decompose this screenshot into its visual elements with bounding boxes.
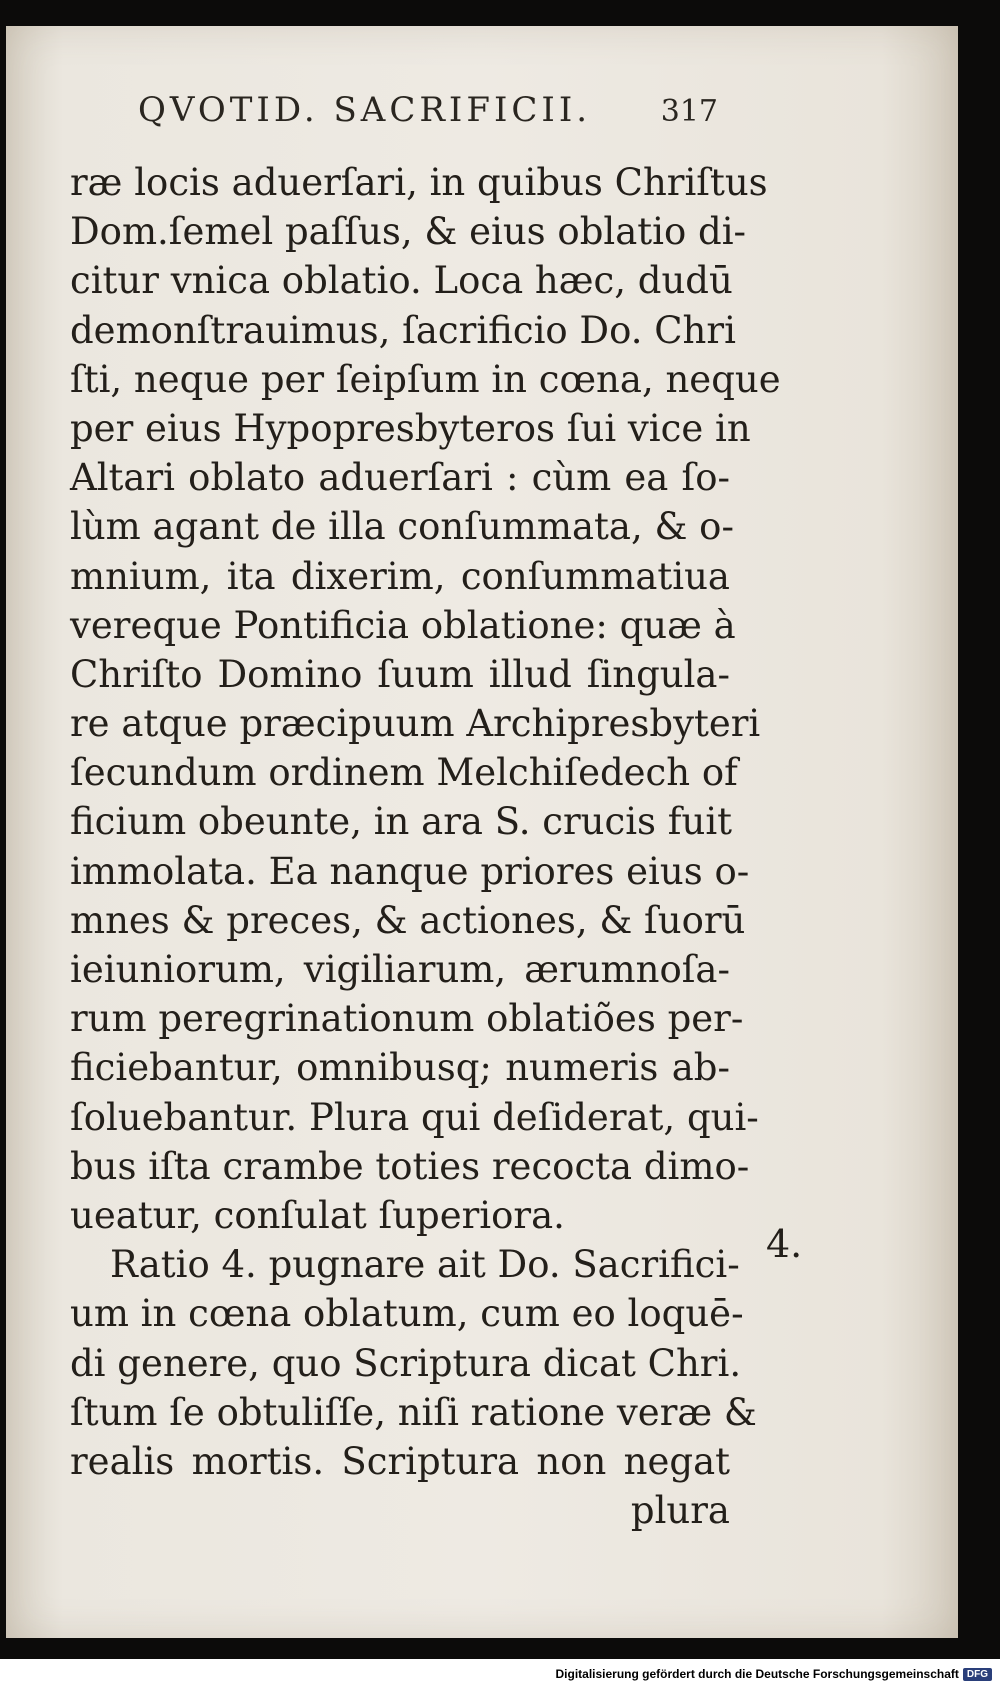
text-line: ſecundum ordinem Melchiſedech of [70, 751, 738, 795]
text-line: re atque præcipuum Archipresbyteri [70, 702, 761, 746]
running-title: QVOTID. SACRIFICII. [138, 90, 592, 130]
text-line: Ratio 4. pugnare ait Do. Sacrifici- [110, 1243, 740, 1287]
text-line: ficium obeunte, in ara S. crucis fuit [70, 800, 733, 844]
body-text [70, 158, 781, 1535]
margin-note: 4. [766, 1222, 803, 1266]
text-line: demonſtrauimus, ſacrificio Do. Chri [70, 308, 736, 352]
running-head [138, 90, 718, 130]
credit-text: Digitalisierung gefördert durch die Deutsche Forschungsgemeinschaft [555, 1667, 959, 1681]
text-line: Altari oblato aduerſari : cùm ea ſo- [70, 456, 730, 500]
text-line: bus iſta crambe toties recocta dimo- [70, 1144, 750, 1188]
text-line: ræ locis aduerſari, in quibus Chriſtus [70, 161, 768, 204]
text-line: per eius Hypopresbyteros ſui vice in [70, 406, 751, 450]
text-line: mnium, ita dixerim, conſummatiua [70, 554, 730, 598]
text-line: lùm agant de illa conſummata, & o- [70, 505, 734, 549]
digitization-credit-bar [0, 1659, 1000, 1689]
text-line: ueatur, conſulat ſuperiora. [70, 1193, 565, 1237]
text-line: ieiuniorum, vigiliarum, ærumnoſa- [70, 948, 730, 991]
text-line: ficiebantur, omnibusq; numeris ab- [70, 1046, 730, 1090]
text-line: ſtum ſe obtuliſſe, niſi ratione veræ & [70, 1390, 757, 1434]
text-line: ſti, neque per ſeipſum in cœna, neque [70, 357, 781, 401]
text-line: citur vnica oblatio. Loca hæc, dudū [70, 259, 733, 303]
catchword: plura [630, 1489, 730, 1533]
text-line: realis mortis. Scriptura non negat [70, 1439, 730, 1483]
text-line: ſoluebantur. Plura qui deſiderat, qui- [70, 1095, 759, 1139]
text-line: rum peregrinationum oblatiões per- [70, 997, 744, 1041]
page-number: 317 [660, 94, 718, 129]
text-line: di genere, quo Scriptura dicat Chri. [70, 1341, 742, 1385]
text-line: immolata. Ea nanque priores eius o- [70, 849, 750, 893]
text-line: mnes & preces, & actiones, & ſuorū [70, 898, 746, 942]
text-line: vereque Pontificia oblatione: quæ à [70, 603, 736, 647]
text-line: Chriſto Domino ſuum illud ſingula- [70, 652, 730, 696]
book-page [6, 26, 958, 1638]
text-line: um in cœna oblatum, cum eo loquē- [70, 1292, 744, 1336]
text-line: Dom.ſemel paſſus, & eius oblatio di- [70, 210, 747, 254]
dfg-logo: DFG [963, 1668, 992, 1681]
